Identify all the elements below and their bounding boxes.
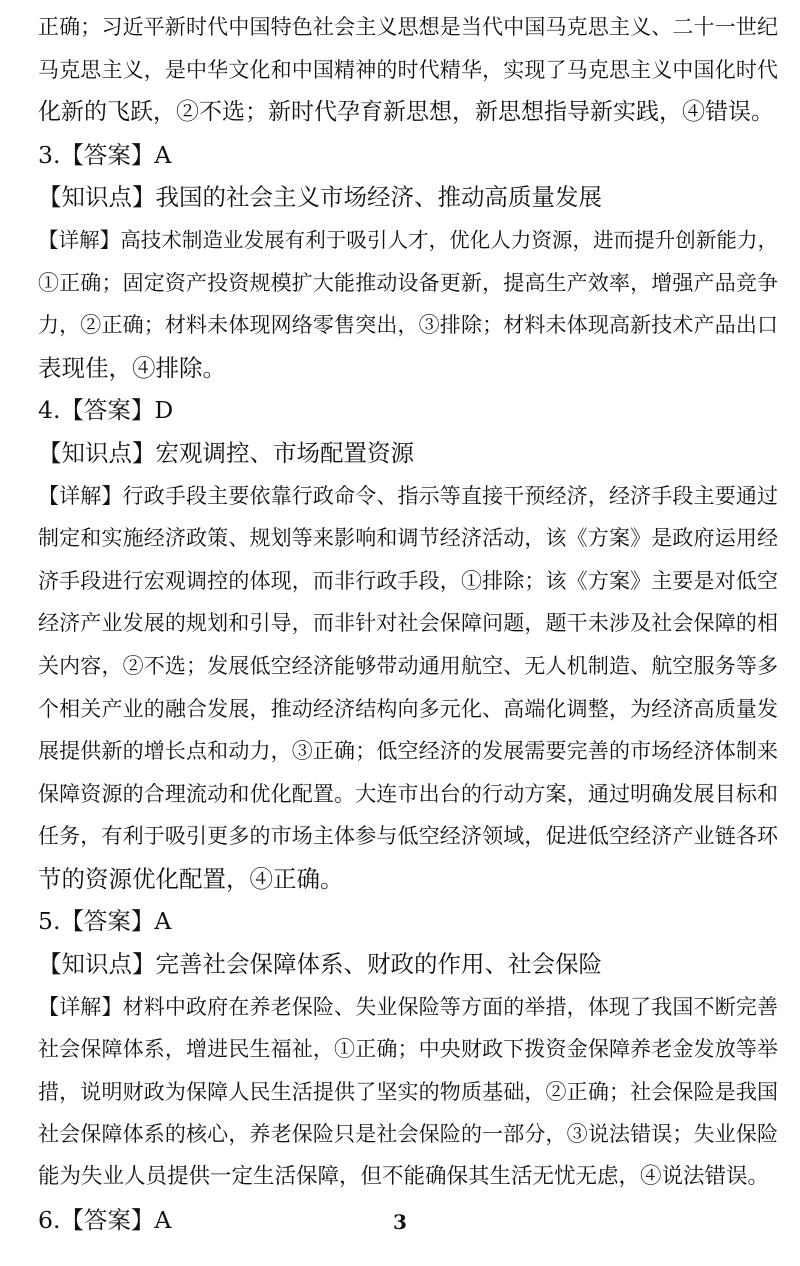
text-line: 保障资源的合理流动和优化配置。大连市出台的行动方案，通过明确发展目标和 — [38, 781, 778, 806]
text-line: 【知识点】我国的社会主义市场经济、推动高质量发展 — [38, 183, 602, 212]
text-line: 展提供新的增长点和动力，③正确；低空经济的发展需要完善的市场经济体制来 — [38, 739, 778, 764]
text-line: 3.【答案】A — [38, 140, 172, 169]
text-line: 社会保障体系，增进民生福祉，①正确；中央财政下拨资金保障养老金发放等举 — [38, 1037, 778, 1062]
text-line: 力，②正确；材料未体现网络零售突出，③排除；材料未体现高新技术产品出口 — [38, 313, 778, 338]
text-line: 6.【答案】A — [38, 1205, 172, 1234]
text-line: 马克思主义，是中华文化和中国精神的时代精华，实现了马克思主义中国化时代 — [38, 57, 778, 82]
text-line: 节的资源优化配置，④正确。 — [38, 864, 344, 893]
text-line: 4.【答案】D — [38, 396, 174, 425]
text-line: 表现佳，④排除。 — [38, 353, 226, 382]
text-line: 任务，有利于吸引更多的市场主体参与低空经济领域，促进低空经济产业链各环 — [38, 824, 778, 849]
text-line: 关内容，②不选；发展低空经济能够带动通用航空、无人机制造、航空服务等多 — [38, 653, 778, 678]
text-line: 正确；习近平新时代中国特色社会主义思想是当代中国马克思主义、二十一世纪 — [38, 15, 778, 39]
text-line: 能为失业人员提供一定生活保障，但不能确保其生活无忧无虑，④说法错误。 — [38, 1164, 770, 1190]
text-line: 【详解】高技术制造业发展有利于吸引人才，优化人力资源，进而提升创新能力， — [38, 227, 778, 252]
document-body — [38, 6, 778, 1241]
text-line: 制定和实施经济政策、规划等来影响和调节经济活动，该《方案》是政府运用经 — [38, 526, 778, 551]
text-line: ①正确；固定资产投资规模扩大能推动设备更新，提高生产效率，增强产品竞争 — [38, 270, 778, 295]
text-line: 济手段进行宏观调控的体现，而非行政手段，①排除；该《方案》主要是对低空 — [38, 568, 778, 593]
text-line: 【知识点】完善社会保障体系、财政的作用、社会保险 — [38, 950, 602, 979]
text-line: 化新的飞跃，②不选；新时代孕育新思想，新思想指导新实践，④错误。 — [38, 99, 774, 126]
text-line: 5.【答案】A — [38, 907, 172, 936]
page-number: 3 — [393, 1210, 407, 1234]
text-line: 个相关产业的融合发展，推动经济结构向多元化、高端化调整，为经济高质量发 — [38, 696, 778, 721]
text-line: 【详解】行政手段主要依靠行政命令、指示等直接干预经济，经济手段主要通过 — [38, 483, 778, 508]
text-line: 经济产业发展的规划和引导，而非针对社会保障问题，题干未涉及社会保障的相 — [38, 611, 778, 636]
text-line: 【详解】材料中政府在养老保险、失业保险等方面的举措，体现了我国不断完善 — [38, 994, 778, 1019]
text-line: 社会保障体系的核心，养老保险只是社会保险的一部分，③说法错误；失业保险 — [38, 1122, 778, 1147]
text-line: 【知识点】宏观调控、市场配置资源 — [38, 438, 414, 467]
text-line: 措，说明财政为保障人民生活提供了坚实的物质基础，②正确；社会保险是我国 — [38, 1079, 778, 1104]
